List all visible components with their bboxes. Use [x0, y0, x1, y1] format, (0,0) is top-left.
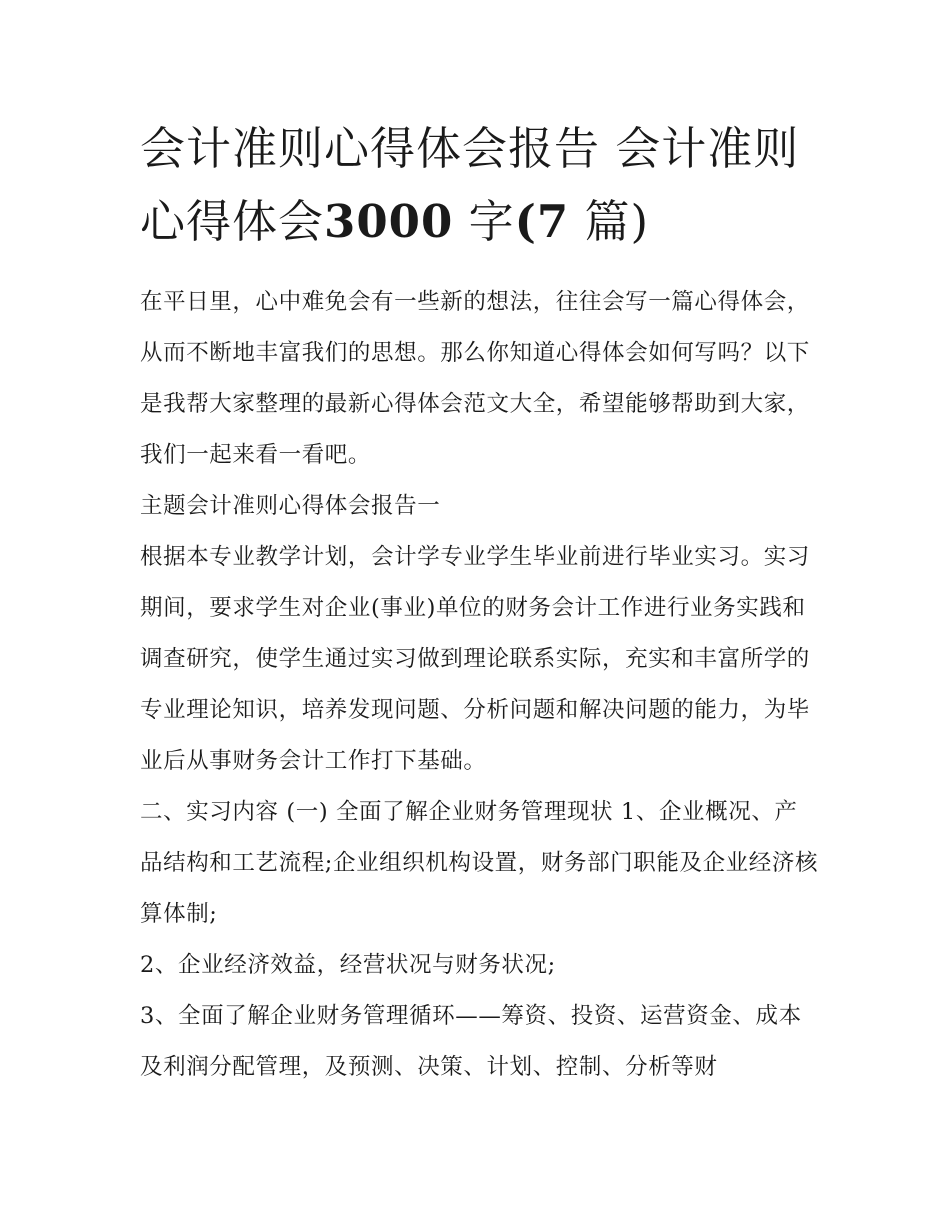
title-count-unit: 篇) [569, 195, 650, 248]
intro-paragraph: 在平日里，心中难免会有一些新的想法，往往会写一篇心得体会，从而不断地丰富我们的思想。那么你知道心得体会如何写吗？以下是我帮大家整理的最新心得体会范文大全，希望能够帮助到大家，我们一起来看一看吧。 [140, 289, 810, 468]
body-paragraph: 根据本专业教学计划，会计学专业学生毕业前进行毕业实习。实习期间，要求学生对企业(事业)单位的财务会计工作进行业务实践和调查研究，使学生通过实习做到理论联系实际，充实和丰富所学的专业理论知识，培养发现问题、分析问题和解决问题的能力，为毕业后从事财务会计工作打下基础。 [140, 544, 810, 774]
title-count: (7 [514, 195, 570, 248]
document-body [140, 277, 820, 1093]
body-paragraph: 2、企业经济效益，经营状况与财务状况; [140, 952, 556, 978]
title-number: 3000 [324, 195, 454, 248]
body-paragraph: 二、实习内容 (一) 全面了解企业财务管理现状 1、企业概况、产品结构和工艺流程;企业组织机构设置，财务部门职能及企业经济核算体制; [140, 799, 819, 927]
document-title [140, 112, 820, 258]
section-heading: 主题会计准则心得体会报告一 [140, 493, 441, 519]
title-text: 会计准则心得体会报告 会计准则心得体会 [140, 122, 800, 248]
title-suffix: 字 [453, 195, 515, 248]
body-paragraph: 3、全面了解企业财务管理循环——筹资、投资、运营资金、成本及利润分配管理，及预测、决策、计划、控制、分析等财 [140, 1003, 802, 1080]
